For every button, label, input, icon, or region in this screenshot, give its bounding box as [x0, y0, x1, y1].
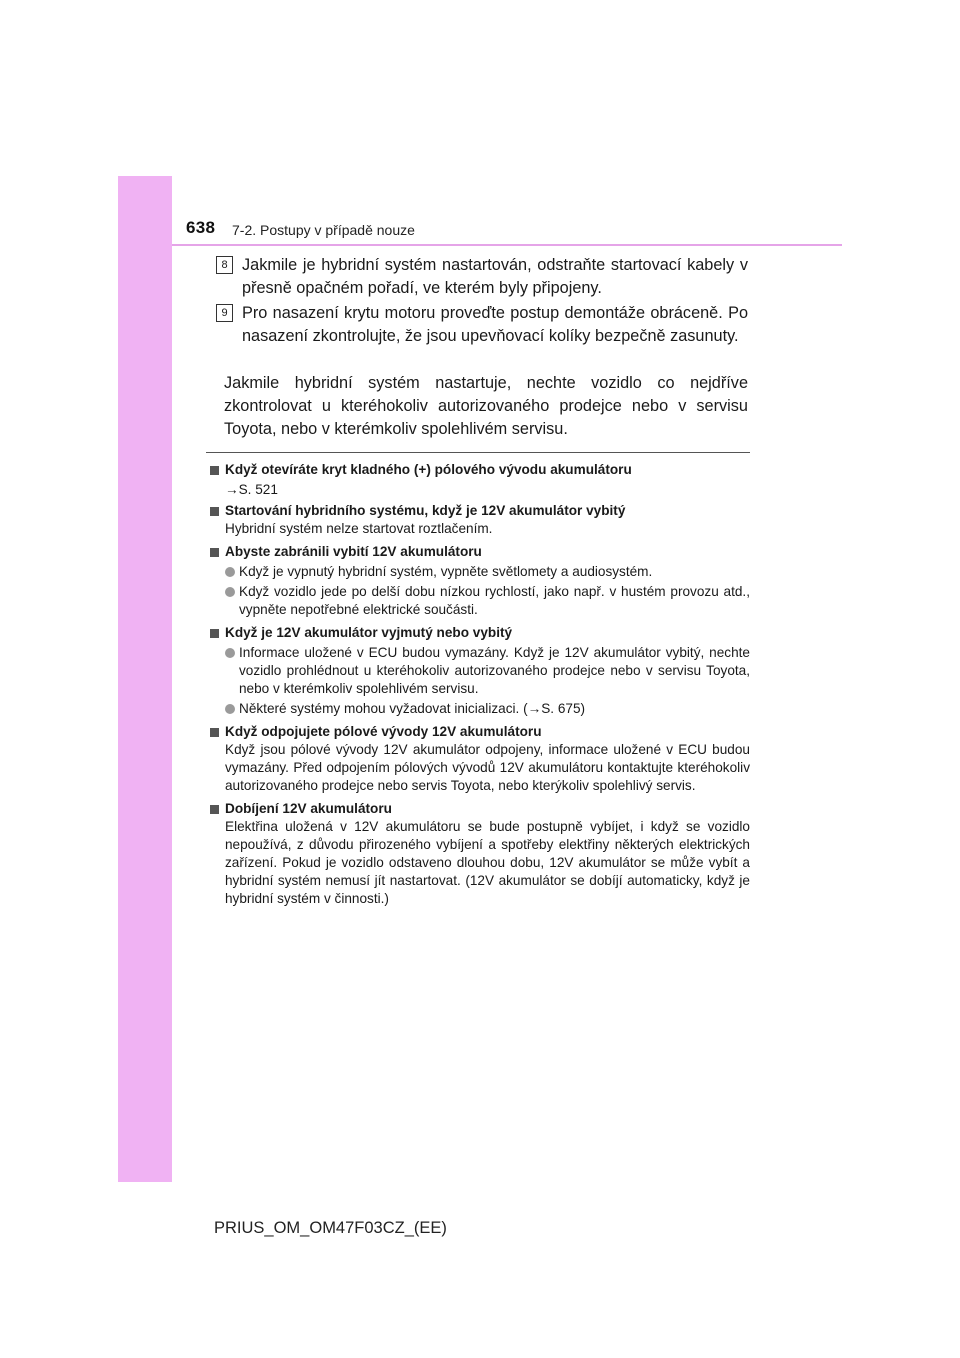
info-heading: Startování hybridního systému, když je 12V akumulátor vybitý	[208, 502, 750, 520]
list-item: Když vozidlo jede po delší dobu nízkou rychlostí, jako např. v hustém provozu atd., vypněte nepotřebné elektrické součásti.	[225, 583, 750, 619]
square-bullet-icon	[210, 728, 219, 737]
info-section	[208, 461, 750, 908]
page-reference[interactable]: →S. 521	[225, 482, 278, 497]
list-item: Některé systémy mohou vyžadovat inicializaci. (→S. 675)	[225, 700, 750, 718]
list-item: Když je vypnutý hybridní systém, vypněte světlomety a audiosystém.	[225, 563, 750, 581]
footer-doc-id: PRIUS_OM_OM47F03CZ_(EE)	[214, 1219, 447, 1237]
info-heading: Dobíjení 12V akumulátoru	[208, 800, 750, 818]
section-divider	[206, 452, 750, 453]
round-bullet-icon	[225, 648, 235, 658]
side-color-strip	[118, 176, 172, 1182]
arrow-icon: →	[225, 482, 239, 497]
step-text: Pro nasazení krytu motoru proveďte postup demontáže obráceně. Po nasazení zkontrolujte, že jsou upevňovací kolíky bezpečně zasunuty.	[242, 304, 748, 345]
info-heading: Abyste zabránili vybití 12V akumulátoru	[208, 543, 750, 561]
step-8	[216, 254, 748, 300]
step-number-badge: 9	[216, 304, 233, 322]
round-bullet-icon	[225, 587, 235, 597]
round-bullet-icon	[225, 704, 235, 714]
page-reference[interactable]: S. 675)	[541, 701, 586, 716]
section-title: 7-2. Postupy v případě nouze	[232, 222, 415, 238]
info-heading: Když otevíráte kryt kladného (+) pólového vývodu akumulátoru	[208, 461, 750, 479]
info-heading: Když je 12V akumulátor vyjmutý nebo vybitý	[208, 624, 750, 642]
page-number: 638	[186, 218, 216, 237]
step-text: Jakmile je hybridní systém nastartován, odstraňte startovací kabely v přesně opačném pořadí, ve kterém byly připojeny.	[242, 256, 748, 297]
square-bullet-icon	[210, 466, 219, 475]
step-9	[216, 302, 748, 348]
info-heading: Když odpojujete pólové vývody 12V akumulátoru	[208, 723, 750, 741]
arrow-icon: →	[527, 701, 542, 716]
list-item: Informace uložené v ECU budou vymazány. Když je 12V akumulátor vybitý, nechte vozidlo prohlédnout u kteréhokoliv autorizovaného prodejce nebo v servisu Toyota, nebo v kterémkoliv spolehlivém servisu.	[225, 644, 750, 698]
header-rule	[172, 244, 842, 246]
square-bullet-icon	[210, 507, 219, 516]
info-body: Když jsou pólové vývody 12V akumulátor odpojeny, informace uložené v ECU budou vymazány. Před odpojením pólových vývodů 12V akumulátoru kontaktujte kteréhokoliv autorizovaného prodejce nebo servis Toyota, nebo kterýkoliv spolehlivý servis.	[225, 742, 750, 793]
round-bullet-icon	[225, 567, 235, 577]
note-paragraph: Jakmile hybridní systém nastartuje, nechte vozidlo co nejdříve zkontrolovat u kteréhokoliv autorizovaného prodejce nebo v servisu Toyota, nebo v kterémkoliv spolehlivém servisu.	[224, 374, 748, 438]
step-number-badge: 8	[216, 256, 233, 274]
square-bullet-icon	[210, 805, 219, 814]
info-body: Hybridní systém nelze startovat roztlačením.	[225, 521, 493, 536]
square-bullet-icon	[210, 629, 219, 638]
info-body: Elektřina uložená v 12V akumulátoru se bude postupně vybíjet, i když se vozidlo nepoužívá, z důvodu přirozeného vybíjení a spotřeby elektřiny některých elektrických zařízení. Pokud je vozidlo odstaveno dlouhou dobu, 12V akumulátor se může vybít a hybridní systém nemusí jít nastartovat. (12V akumulátor se dobíjí automaticky, když je hybridní systém v činnosti.)	[225, 819, 750, 906]
square-bullet-icon	[210, 548, 219, 557]
